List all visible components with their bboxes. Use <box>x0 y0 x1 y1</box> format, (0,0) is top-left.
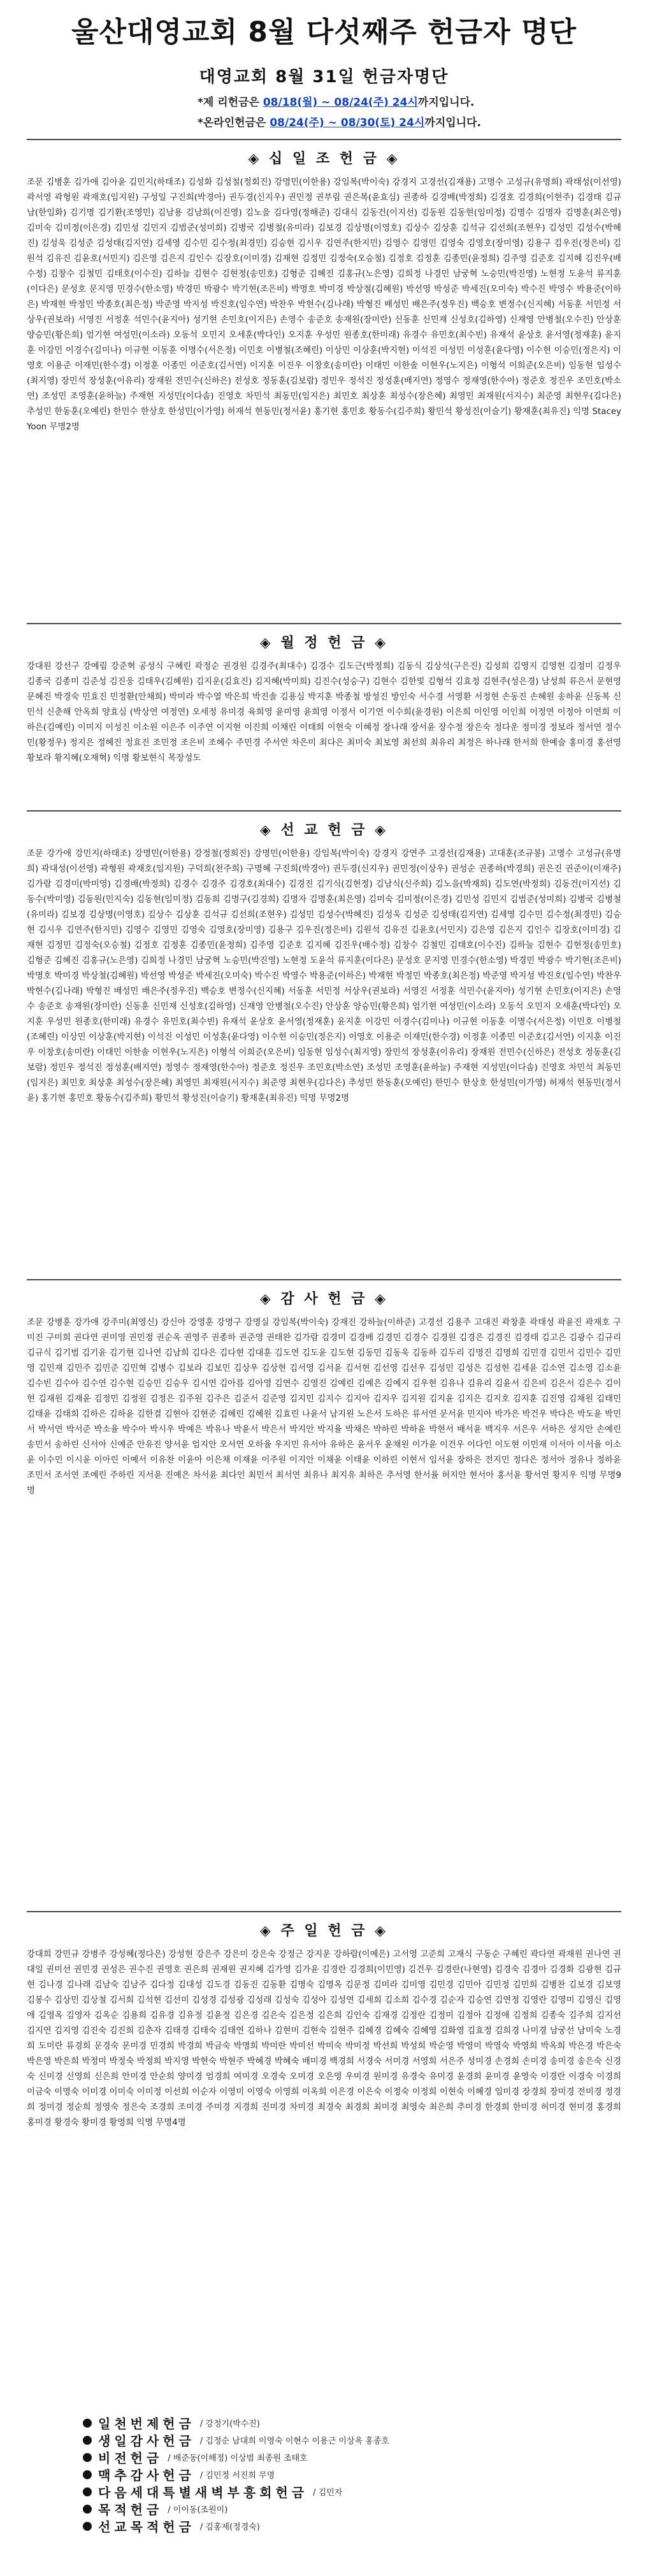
summary-label: 선교목적헌금 <box>98 2519 195 2535</box>
summary-label: 맥추감사헌금 <box>98 2468 195 2483</box>
summary-row <box>83 2500 605 2517</box>
bullet-icon <box>83 2419 92 2428</box>
bullet-icon <box>83 2487 92 2496</box>
page-subtitle: 대영교회 8월 31일 헌금자명단 <box>199 68 449 87</box>
section-divider <box>27 623 621 624</box>
section-title: ◈ 선 교 헌 금 ◈ <box>259 822 389 838</box>
thanksgiving-offering-section <box>27 1279 621 1499</box>
section-name-list: 조문 강가애 강민지(하태조) 강명민(이한용) 강정철(정희진) 강명민(이한용) 강임복(박이숙) 강경지 강연주 고경선(김재용) 고대훈(조규봉) 고명수 고성규(유명희) 곽대성(이선영) 곽형원 곽재호(임지원) 구덕희(천주희) 구명혜 구진희(박경아) 권두경(신지우) 권민정(이상우) 권성순 권종하(박경희) 권은진 권준이(이재주) 김가람 김경미(박미영) 김경배(박정희) 김경수 김경주 김경호(최대수) 김경진 김기식(김현정) 김남식(신주희) 김노을(박재희) 김도연(박정희) 김동건(이지선) 김동수(박미영) 김동원(민지숙) 김동현(임미정) 김동희 김명구(김경희) 김명자 김명훈(최은영) 김미숙 김미정(이은경) 김민성 김민지 김범준(성미희) 김병국 김병철(유미라) 김보경 김상명(이영호) 김상수 김상훈 김석규 김선희(조현우) 김성민 김성수(박혜진) 김성욱 김성준 김성태(김지연) 김세영 김수민 김수정(최경민) 김승현 김시우 김연주(한지민) 김영수 김영민 김영숙 김영호(장미영) 김용구 김우진(정은비) 김원석 김유진 김윤호(서민지) 김은영 김은지 김인수 김장호(이미경) 김재현 김정민 김정숙(오승철) 김정호 김정훈 김종민(윤정희) 김주영 김준호 김지혜 김진우(배수정) 김창수 김철민 김태호(이수진) 김하늘 김현수 김현정(송민호) 김형준 김혜진 김홍규(노은영) 김희정 나경민 남궁혁 노승민(박진영) 노현정 도윤석 류지훈(이다은) 문성호 문지영 민경수(한소영) 박경민 박광수 박기현(조은비) 박명호 박미경 박상철(김혜원) 박선영 박성준 박세진(오미숙) 박수진 박영수 박용준(이하은) 박재현 박정민 박종호(최은정) 박준영 박지성 박진호(임수연) 박찬우 박현수(김나래) 박형진 배성민 배은주(정우진) 백승호 변정수(신지혜) 서동훈 서민정 서상우(권보라) 서영진 서정훈 석민수(윤지아) 성기현 손민호(이지은) 손영수 송준호 송재원(장미란) 신동훈 신민재 신성호(김하영) 신재영 안병철(오수진) 안상훈 양승민(황은희) 엄기현 여성민(이소라) 오동석 오민지 오세훈(박다인) 오지훈 우성민 원종호(한미래) 유경수 유민호(최수빈) 유재석 윤상호 윤서영(정재훈) 윤지훈 이강민 이경수(김미나) 이규현 이동훈 이명수(서은정) 이민호 이병철(조혜린) 이상민 이상훈(박지현) 이석진 이성민 이성훈(윤다영) 이수현 이승민(정은지) 이영호 이용준 이재민(한수경) 이정훈 이종민 이준호(김서연) 이지훈 이진우 이창호(송미란) 이태민 이한솔 이현우(노지은) 이형석 이희준(오은비) 임동현 임성수(최지영) 장민석 장성훈(이유리) 장재원 전민수(신하은) 전성호 정동훈(김보람) 정민우 정석진 정성훈(배지연) 정영수 정재영(한수아) 정준호 정진우 조민호(박소연) 조성민 조영훈(윤하늘) 주재현 지성민(이다솜) 진영호 차민석 최동민(임지은) 최민호 최상훈 최성수(장은혜) 최영민 최재원(서지수) 최준영 최현우(김다은) 추성민 한동훈(오예린) 한민수 한상호 한성민(이가영) 허재석 현동민(정서윤) 홍기현 홍민호 황동수(김주희) 황민석 황성진(이슬기) 황재훈(최유진) 익명 무명2명 <box>27 849 621 1103</box>
summary-row <box>83 2449 605 2466</box>
note-prefix: *온라인헌금은 <box>198 117 270 129</box>
bullet-icon <box>83 2522 92 2531</box>
note-prefix: *제 리헌금은 <box>198 96 263 109</box>
section-name-list: 강대희 강민규 강병주 강성혜(정다은) 강성현 강은주 강은미 강은숙 강정근 강지운 강하람(이예은) 고서영 고준희 고재식 구동순 구혜린 곽다연 곽재원 권나연 권대일 권미선 권민경 권성은 권수진 권영호 권은희 권재원 권지혜 김가영 김가윤 김경란 김경희(이민영) 김건우 김경란(나현영) 김경숙 김경아 김경화 김광현 김규현 김나경 김나래 김남숙 김남주 김다정 김대성 김도경 김동진 김동환 김명숙 김명옥 김문정 김미라 김미영 김민경 김민아 김민정 김민희 김병찬 김보경 김보영 김봉수 김상민 김상철 김서희 김석현 김선미 김성경 김성광 김성래 김성숙 김성아 김성연 김세희 김소희 김수경 김순자 김승연 김연정 김영란 김영미 김영신 김영애 김영옥 김영자 김옥순 김용희 김유경 김유정 김윤정 김은경 김은숙 김은정 김은희 김인숙 김재경 김정란 김정미 김정아 김정애 김정희 김종숙 김주희 김지선 김지연 김지영 김진숙 김진희 김춘자 김태경 김태숙 김태연 김하나 김현미 김현숙 김현주 김혜경 김혜숙 김혜영 김화영 김효정 김희경 나미경 남궁선 남미숙 노경희 도미란 류경희 문경숙 문미경 민경희 박경희 박금숙 박명희 박미란 박미선 박미숙 박미정 박선희 박성희 박순영 박영미 박영숙 박영희 박옥희 박은경 박은숙 박은영 박은희 박정미 박정숙 박정희 박지영 박현숙 박현주 박혜경 박혜숙 배미경 백경희 서경숙 서미경 서영희 서은주 성미경 손경희 손미경 송미경 송은숙 신경숙 신미경 신영희 신은희 안미경 안순희 양미경 엄경희 여미경 오경숙 오미경 오은영 우미경 원미경 유경숙 유미경 윤경희 윤미경 윤영숙 이경란 이경숙 이경희 이금숙 이명숙 이미경 이미숙 이미정 이선희 이순자 이영미 이영숙 이영희 이옥희 이은경 이은숙 이정숙 이정희 이현숙 이혜경 임미경 장경희 장미경 전미경 정경희 정미경 정순희 정영숙 정은숙 조경희 조미경 주미경 지경희 진미경 차미경 최경숙 최경희 최미경 최영숙 최은희 추미경 한경희 한미경 허미경 현미경 홍경희 홍미경 황경숙 황미경 황영희 익명 무명4명 <box>27 1950 621 2128</box>
section-name-list: 강대원 강선구 강예림 강준혁 공성식 구혜린 곽정순 권경원 김경주(최대수) 김경수 김도근(박정희) 김동식 김상석(구은진) 김성희 김영지 김영현 김정미 김정우 김종국 김종미 김준성 김진웅 김태우(김혜원) 김지운(김효진) 김지혜(박미희) 김진수(성승구) 김현수 김한빛 김형석 김효정 김현주(성은경) 남성희 류은서 문현영 문혜진 박경숙 민효진 민정환(안채희) 박미라 박수열 박은희 박진솔 김용심 박지훈 박종철 방성진 방인숙 서수경 서영환 서정현 손동진 손혜원 송하윤 신동복 신민석 신춘해 안옥희 양효심 (박상연 여정연) 오세정 유미경 육희영 윤미영 윤희영 이정서 이기연 이수희(윤경원) 이은희 이인영 이인희 이정연 이정아 이연희 이하은(김예린) 이미지 이성진 이소원 이은주 이주연 이지현 이진희 이채린 이태희 이현숙 이혜정 장나래 장서윤 장수정 장은숙 정다운 정미경 정보라 정서연 정수민(황정우) 정지은 정혜진 정효진 조민정 조은비 조혜수 주민경 주서연 차은미 최다은 최미숙 최보영 최선희 최유리 최정은 하나래 한서희 한예슬 홍미경 홍선영 황보라 황지혜(오재혁) 익명 황보현식 목장성도 <box>27 662 621 763</box>
summary-row <box>83 2414 605 2431</box>
section-title: ◈ 주 일 헌 금 ◈ <box>259 1923 389 1939</box>
section-name-list: 조문 김병훈 김가애 김아윤 김민지(하태조) 김성화 김성철(정회진) 강명민(이한용) 강임복(박이숙) 강경지 고경선(김재용) 고명수 고성규(유명희) 곽태성(이선영) 곽서영 곽형원 곽재호(임지원) 구성일 구진희(박경아) 권두경(신지우) 권민정 권부림 권은복(윤효심) 권종하 김경배(박정희) 김경호 김경희(이현주) 김경태 김규남(한임화) 김기명 김기환(조영민) 김남용 김남희(이진영) 김노을 김다영(정해준) 김대식 김동건(이지선) 김동원 김동현(임미정) 김명수 김명자 김명훈(최은영) 김미숙 김미정(이은경) 김민성 김민지 김범준(성미희) 김병국 김병철(유미라) 김보경 김상명(이영호) 김상수 김상훈 김석규 김선희(조현우) 김성민 김성수(박혜진) 김성욱 김성준 김성태(김지연) 김세영 김수민 김수정(최경민) 김승현 김시우 김연주(한지민) 김영수 김영민 김영숙 김영호(장미영) 김용구 김우진(정은비) 김원석 김유진 김윤호(서민지) 김은영 김은지 김인수 김장호(이미경) 김재현 김정민 김정숙(오승철) 김정호 김정훈 김종민(윤정희) 김주영 김준호 김지혜 김진우(배수정) 김창수 김철민 김태호(이수진) 김하늘 김현수 김현정(송민호) 김형준 김혜진 김홍규(노은영) 김희정 나경민 남궁혁 노승민(박진영) 노현정 도윤석 류지훈(이다은) 문성호 문지영 민경수(한소영) 박경민 박광수 박기현(조은비) 박명호 박미경 박상철(김혜원) 박선영 박성준 박세진(오미숙) 박수진 박영수 박용준(이하은) 박재현 박정민 박종호(최은정) 박준영 박지성 박진호(임수연) 박찬우 박현수(김나래) 박형진 배성민 배은주(정우진) 백승호 변정수(신지혜) 서동훈 서민정 서상우(권보라) 서영진 서정훈 석민수(윤지아) 성기현 손민호(이지은) 손영수 송준호 송재원(장미란) 신동훈 신민재 신성호(김하영) 신재영 안병철(오수진) 안상훈 양승민(황은희) 엄기현 여성민(이소라) 오동석 오민지 오세훈(박다인) 오지훈 우성민 원종호(한미래) 유경수 유민호(최수빈) 유재석 윤상호 윤서영(정재훈) 윤지훈 이강민 이경수(김미나) 이규현 이동훈 이명수(서은정) 이민호 이병철(조혜린) 이상민 이상훈(박지현) 이석진 이성민 이성훈(윤다영) 이수현 이승민(정은지) 이영호 이용준 이재민(한수경) 이정훈 이종민 이준호(김서연) 이지훈 이진우 이창호(송미란) 이태민 이한솔 이현우(노지은) 이형석 이희준(오은비) 임동현 임성수(최지영) 장민석 장성훈(이유리) 장재원 전민수(신하은) 전성호 정동훈(김보람) 정민우 정석진 정성훈(배지연) 정영수 정재영(한수아) 정준호 정진우 조민호(박소연) 조성민 조영훈(윤하늘) 주재현 지성민(이다솜) 진영호 차민석 최동민(임지은) 최민호 최상훈 최성수(장은혜) 최영민 최재원(서지수) 최준영 최현우(김다은) 추성민 한동훈(오예린) 한민수 한상호 한성민(이가영) 허재석 현동민(정서윤) 홍기현 홍민호 황동수(김주희) 황민석 황성진(이슬기) 황재훈(최유진) 익명 Stacey Yoon 무명2명 <box>27 178 621 432</box>
summary-value: / 이이동(조원미) <box>168 2505 228 2515</box>
offering-period-note <box>198 93 474 109</box>
section-name-list: 조문 강병훈 강가애 강주미(최영신) 강신아 강영훈 강명구 강명실 강임복(박이숙) 강재진 강하늘(이하준) 고경선 김용주 고대진 곽창훈 곽태성 곽윤진 곽재호 구미진 구미희 권다연 권미영 권민정 권순옥 권영주 권종하 권준영 권태완 김가람 김경미 김경배 김경민 김경수 김경원 김경은 김경진 김경태 김고은 김광수 김규리 김규식 김기범 김기윤 김기현 김나연 김남희 김다은 김다현 김대훈 김도연 김도윤 김도현 김동민 김동욱 김동하 김두리 김명진 김명희 김민경 김민서 김민수 김민영 김민재 김민주 김민준 김민혁 김병수 김보라 김보민 김상우 김상현 김서영 김서윤 김서현 김선영 김선우 김성민 김성은 김성현 김세윤 김소연 김소영 김소윤 김수빈 김수아 김수연 김수현 김승민 김승우 김시연 김아름 김아영 김연수 김영진 김예린 김예은 김예지 김우현 김유나 김유리 김윤서 김은비 김은서 김은수 김이현 김재원 김재윤 김정민 김정원 김정은 김주원 김주은 김준서 김준영 김지민 김지수 김지아 김지우 김지원 김지윤 김지은 김지호 김지훈 김진영 김채원 김태민 김태윤 김태희 김하은 김하윤 김한결 김현아 김현준 김혜린 김혜원 김효린 나윤서 남지원 노은서 도하은 류서연 문서윤 민지아 박가은 박건우 박다은 박도윤 박민서 박서연 박서준 박소율 박수아 박시우 박예은 박유나 박윤서 박은서 박지안 박지율 박채은 박하린 박하윤 박현서 배서윤 백지우 서은우 서하은 성지안 손예린 송민서 송하린 신서아 신예준 안유진 양서윤 엄지안 오서연 오하율 우지민 유서아 유하은 윤서우 윤채원 이가윤 이건우 이다인 이도현 이민재 이서아 이서율 이소윤 이수민 이시윤 이아린 이예서 이유찬 이윤아 이은채 이재윤 이주원 이지안 이채윤 이태윤 이하린 이현서 임서윤 장하은 전지민 정다은 정서아 정유나 정하윤 조민서 조서연 조예린 주하린 지서윤 진예은 차서윤 최다인 최민서 최서연 최유나 최지유 최하은 추서영 한서율 허지안 현서아 홍서윤 황서연 황지우 익명 무명9명 <box>27 1318 621 1496</box>
section-title: ◈ 십 일 조 헌 금 ◈ <box>248 151 400 167</box>
section-divider <box>27 1911 621 1912</box>
summary-value: / 김정순 남대희 이영숙 이현수 이용근 이상옥 홍종호 <box>199 2436 389 2446</box>
summary-row <box>83 2483 605 2500</box>
monthly-offering-section <box>27 623 621 766</box>
summary-value: / 김민자 <box>313 2488 343 2498</box>
note-date-range: 08/18(월) ~ 08/24(주) 24시 <box>263 96 418 109</box>
note-suffix: 까지입니다. <box>417 96 475 109</box>
special-offering-summary <box>83 2414 605 2535</box>
section-divider <box>27 810 621 812</box>
summary-row <box>83 2466 605 2483</box>
summary-label: 다음세대특별새벽부흥회헌금 <box>98 2485 308 2500</box>
sunday-offering-section <box>27 1911 621 2131</box>
summary-value: / 김홍제(정경숙) <box>199 2522 260 2532</box>
online-offering-period-note <box>198 113 481 129</box>
note-suffix: 까지입니다. <box>424 117 481 129</box>
bullet-icon <box>83 2470 92 2479</box>
summary-label: 생일감사헌금 <box>98 2433 195 2449</box>
summary-label: 목적헌금 <box>98 2502 163 2517</box>
section-title: ◈ 감 사 헌 금 ◈ <box>259 1291 389 1307</box>
summary-label: 비전헌금 <box>98 2451 163 2466</box>
section-title: ◈ 월 정 헌 금 ◈ <box>259 635 389 651</box>
summary-row <box>83 2517 605 2535</box>
summary-value: / 강정기(박수진) <box>199 2419 260 2429</box>
note-date-range: 08/24(주) ~ 08/30(토) 24시 <box>270 117 425 129</box>
summary-value: / 김민정 서진희 무명 <box>199 2471 275 2480</box>
bullet-icon <box>83 2505 92 2514</box>
summary-row <box>83 2431 605 2449</box>
bullet-icon <box>83 2436 92 2445</box>
summary-value: / 배준동(이해정) 이상범 최종원 조태호 <box>168 2454 308 2463</box>
summary-label: 일천번제헌금 <box>98 2416 195 2431</box>
section-divider <box>27 1279 621 1280</box>
bullet-icon <box>83 2453 92 2462</box>
tithe-section <box>27 139 621 435</box>
page-title: 울산대영교회 8월 다섯째주 헌금자 명단 <box>71 16 577 48</box>
section-divider <box>27 139 621 140</box>
mission-offering-section <box>27 810 621 1106</box>
